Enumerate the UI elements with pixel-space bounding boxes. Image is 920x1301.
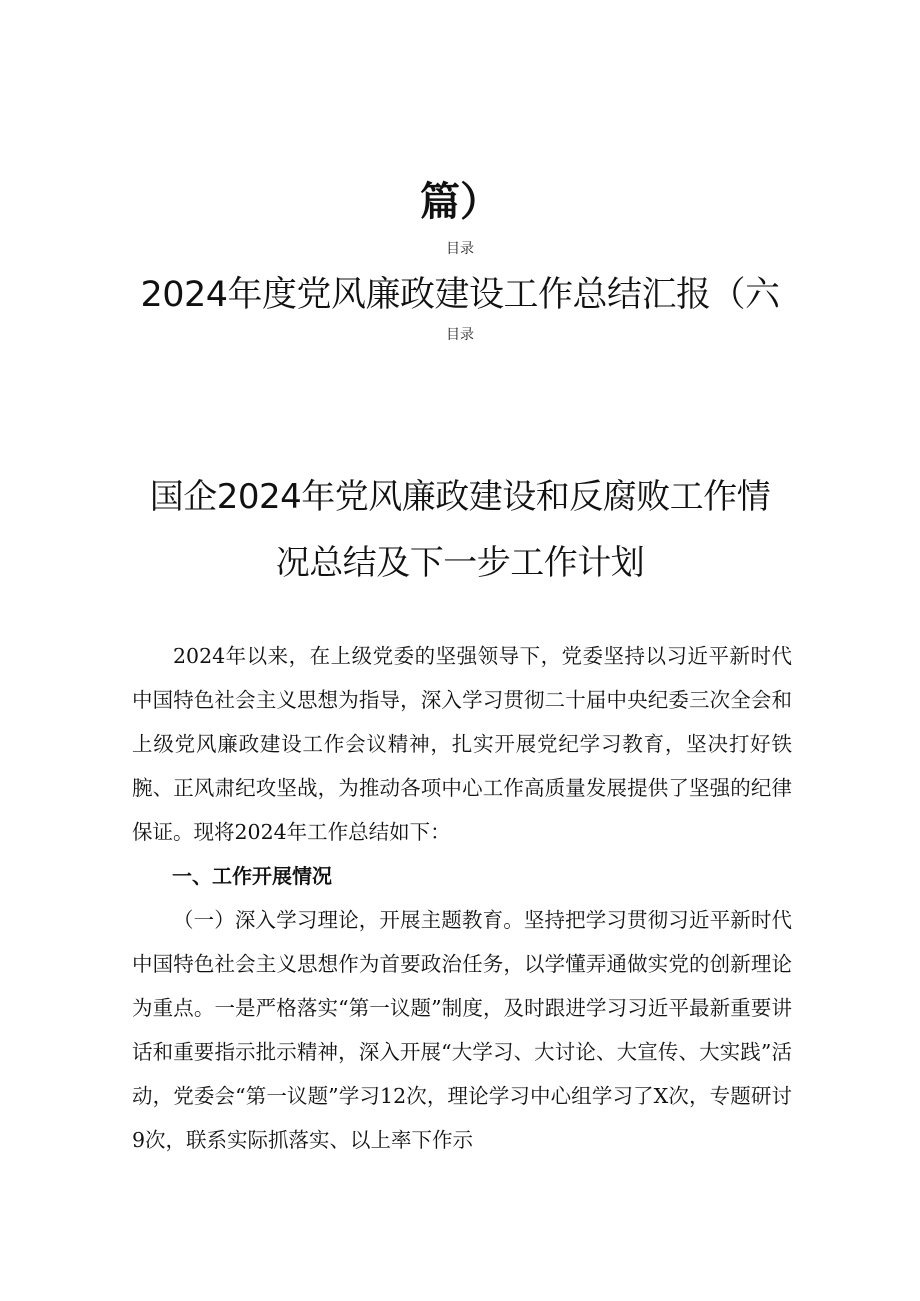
- intro-paragraph: 2024年以来，在上级党委的坚强领导下，党委坚持以习近平新时代中国特色社会主义思想为指导，深入学习贯彻二十届中央纪委三次全会和上级党风廉政建设工作会议精神，扎实开展党纪学习教育，坚决打好铁腕、正风肃纪攻坚战，为推动各项中心工作高质量发展提供了坚强的纪律保证。现将2024年工作总结如下：: [132, 644, 792, 844]
- toc-label: 目录: [446, 327, 474, 343]
- document-title-line-1: 国企2024年党风廉政建设和反腐败工作情: [149, 477, 771, 517]
- section-paragraph: （一）深入学习理论，开展主题教育。坚持把学习贯彻习近平新时代中国特色社会主义思想作为首要政治任务，以学懂弄通做实党的创新理论为重点。一是严格落实“第一议题”制度，及时跟进学习习近平最新重要讲话和重要指示批示精神，深入开展“大学习、大讨论、大宣传、大实践”活动，党委会“第一议题”学习12次，理论学习中心组学习了X次，专题研讨9次，联系实际抓落实、以上率下作示: [132, 908, 792, 1152]
- toc-label: 目录: [446, 241, 474, 257]
- title-fragment: 篇）: [420, 179, 500, 225]
- document-body: [132, 634, 792, 1162]
- section-heading: 一、工作开展情况: [172, 864, 332, 888]
- collection-title: 2024年度党风廉政建设工作总结汇报（六: [140, 275, 780, 315]
- document-title-line-2: 况总结及下一步工作计划: [275, 543, 645, 583]
